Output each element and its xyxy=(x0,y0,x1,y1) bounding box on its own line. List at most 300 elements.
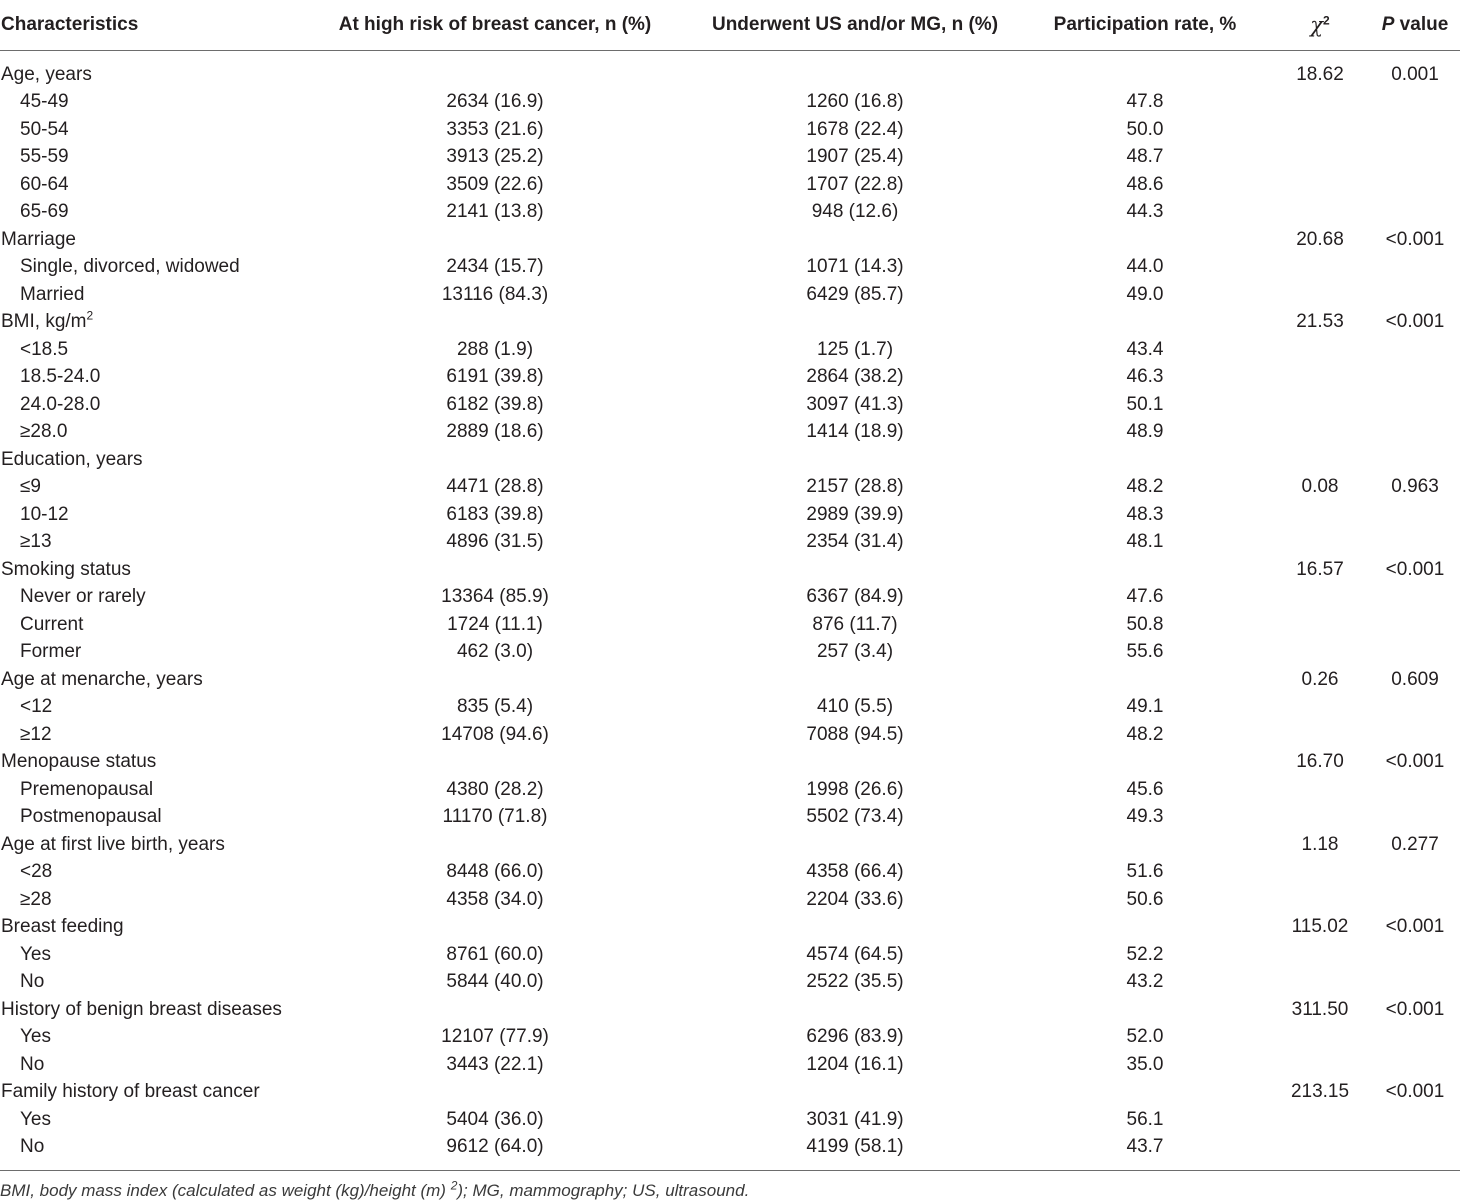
row-label-text: Premenopausal xyxy=(20,778,154,800)
underwent-cell xyxy=(690,281,1020,309)
participation-rate-cell-text: 48.3 xyxy=(1126,503,1164,525)
participation-rate-cell-text: 43.7 xyxy=(1126,1136,1164,1158)
high-risk-cell xyxy=(300,776,690,804)
high-risk-cell-text: 14708 (94.6) xyxy=(441,723,549,745)
underwent-cell xyxy=(690,171,1020,199)
row-label xyxy=(0,171,300,199)
high-risk-cell-text: 8761 (60.0) xyxy=(446,943,544,965)
chi-square-cell xyxy=(1270,556,1370,584)
table-row xyxy=(0,1134,1460,1171)
p-value-cell-text: <0.001 xyxy=(1385,916,1445,938)
participation-rate-cell xyxy=(1020,144,1270,172)
row-label xyxy=(0,886,300,914)
participation-rate-cell xyxy=(1020,199,1270,227)
high-risk-cell xyxy=(300,859,690,887)
underwent-cell-text: 3031 (41.9) xyxy=(806,1108,904,1130)
high-risk-cell xyxy=(300,309,690,337)
chi-symbol: χ xyxy=(1310,12,1324,37)
row-label xyxy=(0,529,300,557)
p-value-cell xyxy=(1370,364,1460,392)
chi-square-cell-text: 16.70 xyxy=(1296,751,1344,773)
p-value-cell xyxy=(1370,51,1460,89)
underwent-cell-text: 1260 (16.8) xyxy=(806,91,904,113)
p-value-cell xyxy=(1370,721,1460,749)
p-letter: P xyxy=(1381,14,1395,35)
underwent-cell xyxy=(690,446,1020,474)
header-p-value xyxy=(1370,0,1460,51)
underwent-cell xyxy=(690,501,1020,529)
table-row xyxy=(0,639,1460,667)
row-label xyxy=(0,831,300,859)
participation-rate-cell xyxy=(1020,171,1270,199)
footnote-superscript: 2 xyxy=(450,1178,458,1193)
underwent-cell xyxy=(690,419,1020,447)
high-risk-cell-text: 4896 (31.5) xyxy=(446,531,544,553)
row-label xyxy=(0,89,300,117)
underwent-cell xyxy=(690,391,1020,419)
high-risk-cell-text: 835 (5.4) xyxy=(456,696,534,718)
table-row xyxy=(0,254,1460,282)
underwent-cell xyxy=(690,721,1020,749)
row-label-text: Yes xyxy=(20,1026,51,1048)
p-value-cell xyxy=(1370,666,1460,694)
footnote-text-end: ); MG, mammography; US, ultrasound. xyxy=(457,1181,750,1200)
participation-rate-cell xyxy=(1020,914,1270,942)
p-value-cell xyxy=(1370,281,1460,309)
chi-square-cell xyxy=(1270,144,1370,172)
row-label-text: Current xyxy=(20,613,84,635)
high-risk-cell xyxy=(300,419,690,447)
row-label-text: Age at menarche, years xyxy=(1,668,203,690)
participation-rate-cell xyxy=(1020,749,1270,777)
group-row xyxy=(0,309,1460,337)
high-risk-cell-text: 6191 (39.8) xyxy=(446,366,544,388)
p-value-cell xyxy=(1370,804,1460,832)
row-label-text: Postmenopausal xyxy=(20,806,162,828)
high-risk-cell xyxy=(300,254,690,282)
participation-rate-cell xyxy=(1020,584,1270,612)
table-footnote xyxy=(0,1178,750,1201)
high-risk-cell-text: 6183 (39.8) xyxy=(446,503,544,525)
p-value-cell xyxy=(1370,254,1460,282)
participation-rate-cell xyxy=(1020,51,1270,89)
underwent-cell xyxy=(690,529,1020,557)
row-label-text: 50-54 xyxy=(20,118,69,140)
participation-rate-cell-text: 43.2 xyxy=(1126,971,1164,993)
high-risk-cell-text: 6182 (39.8) xyxy=(446,393,544,415)
row-label-text: Married xyxy=(20,283,85,305)
group-row xyxy=(0,51,1460,89)
p-value-word: value xyxy=(1394,14,1449,35)
underwent-cell-text: 7088 (94.5) xyxy=(806,723,904,745)
underwent-cell-text: 6296 (83.9) xyxy=(806,1026,904,1048)
chi-square-cell xyxy=(1270,941,1370,969)
high-risk-cell xyxy=(300,914,690,942)
row-label-text: Education, years xyxy=(1,448,143,470)
high-risk-cell-text: 4380 (28.2) xyxy=(446,778,544,800)
row-label xyxy=(0,281,300,309)
row-label-text: Former xyxy=(20,641,82,663)
row-label-text: No xyxy=(20,971,45,993)
row-label-text: ≥28 xyxy=(20,888,52,910)
participation-rate-cell xyxy=(1020,391,1270,419)
p-value-cell-text: <0.001 xyxy=(1385,1081,1445,1103)
chi-square-cell xyxy=(1270,309,1370,337)
row-label xyxy=(0,336,300,364)
chi-square-cell-text: 1.18 xyxy=(1301,833,1339,855)
participation-rate-cell xyxy=(1020,996,1270,1024)
p-value-cell xyxy=(1370,116,1460,144)
chi-square-cell xyxy=(1270,391,1370,419)
participation-rate-cell-text: 48.1 xyxy=(1126,531,1164,553)
p-value-cell xyxy=(1370,996,1460,1024)
row-label-text: Age, years xyxy=(1,63,92,85)
high-risk-cell-text: 462 (3.0) xyxy=(456,641,534,663)
row-label-text: 18.5-24.0 xyxy=(20,366,101,388)
underwent-cell-text: 876 (11.7) xyxy=(812,613,898,635)
row-label-text: No xyxy=(20,1053,45,1075)
high-risk-cell xyxy=(300,749,690,777)
high-risk-cell xyxy=(300,639,690,667)
underwent-cell xyxy=(690,969,1020,997)
underwent-cell-text: 2989 (39.9) xyxy=(806,503,904,525)
participation-rate-cell xyxy=(1020,336,1270,364)
row-label-text: 60-64 xyxy=(20,173,69,195)
underwent-cell xyxy=(690,199,1020,227)
high-risk-cell xyxy=(300,226,690,254)
high-risk-cell-text: 2434 (15.7) xyxy=(446,256,544,278)
chi-square-cell xyxy=(1270,446,1370,474)
participation-rate-cell xyxy=(1020,419,1270,447)
chi-square-cell-text: 311.50 xyxy=(1291,998,1349,1020)
row-label xyxy=(0,51,300,89)
row-label xyxy=(0,859,300,887)
participation-rate-cell xyxy=(1020,1079,1270,1107)
underwent-cell xyxy=(690,804,1020,832)
chi-square-cell-text: 20.68 xyxy=(1296,228,1344,250)
underwent-cell-text: 257 (3.4) xyxy=(816,641,894,663)
high-risk-cell xyxy=(300,556,690,584)
p-value-cell-text: <0.001 xyxy=(1385,558,1445,580)
p-value-cell xyxy=(1370,969,1460,997)
participation-rate-cell-text: 48.7 xyxy=(1126,146,1164,168)
participation-rate-cell-text: 55.6 xyxy=(1126,641,1164,663)
high-risk-cell xyxy=(300,89,690,117)
participation-rate-cell-text: 48.9 xyxy=(1126,421,1164,443)
chi-square-cell xyxy=(1270,51,1370,89)
row-label-text: Yes xyxy=(20,1108,51,1130)
participation-rate-cell xyxy=(1020,116,1270,144)
chi-square-cell xyxy=(1270,254,1370,282)
underwent-cell xyxy=(690,1024,1020,1052)
underwent-cell xyxy=(690,1134,1020,1171)
high-risk-cell xyxy=(300,474,690,502)
high-risk-cell-text: 1724 (11.1) xyxy=(447,613,543,635)
header-row xyxy=(0,0,1460,51)
participation-rate-cell xyxy=(1020,721,1270,749)
underwent-cell-text: 1204 (16.1) xyxy=(806,1053,904,1075)
chi-square-cell-text: 16.57 xyxy=(1296,558,1344,580)
high-risk-cell xyxy=(300,584,690,612)
chi-square-cell xyxy=(1270,694,1370,722)
row-label xyxy=(0,749,300,777)
group-row xyxy=(0,1079,1460,1107)
group-row xyxy=(0,749,1460,777)
chi-square-cell xyxy=(1270,529,1370,557)
chi-square-cell xyxy=(1270,804,1370,832)
underwent-cell xyxy=(690,1079,1020,1107)
row-label-text: History of benign breast diseases xyxy=(1,998,282,1020)
underwent-cell xyxy=(690,89,1020,117)
group-row xyxy=(0,226,1460,254)
p-value-cell xyxy=(1370,584,1460,612)
p-value-cell xyxy=(1370,89,1460,117)
table-row xyxy=(0,336,1460,364)
participation-rate-cell-text: 44.0 xyxy=(1126,256,1164,278)
participation-rate-cell xyxy=(1020,254,1270,282)
high-risk-cell xyxy=(300,1051,690,1079)
p-value-cell xyxy=(1370,886,1460,914)
row-label xyxy=(0,419,300,447)
row-label xyxy=(0,364,300,392)
underwent-cell xyxy=(690,474,1020,502)
row-label xyxy=(0,116,300,144)
underwent-cell-text: 2204 (33.6) xyxy=(806,888,904,910)
high-risk-cell xyxy=(300,364,690,392)
row-label-text: ≤9 xyxy=(20,476,41,498)
chi-square-cell xyxy=(1270,116,1370,144)
underwent-cell-text: 4574 (64.5) xyxy=(806,943,904,965)
p-value-cell xyxy=(1370,501,1460,529)
participation-rate-cell xyxy=(1020,831,1270,859)
chi-square-cell xyxy=(1270,199,1370,227)
underwent-cell xyxy=(690,776,1020,804)
row-label xyxy=(0,309,300,337)
table-row xyxy=(0,694,1460,722)
table-row xyxy=(0,281,1460,309)
underwent-cell xyxy=(690,886,1020,914)
high-risk-cell xyxy=(300,666,690,694)
underwent-cell-text: 3097 (41.3) xyxy=(806,393,904,415)
high-risk-cell-text: 3913 (25.2) xyxy=(446,146,544,168)
p-value-cell xyxy=(1370,1106,1460,1134)
p-value-cell xyxy=(1370,556,1460,584)
p-value-cell xyxy=(1370,1051,1460,1079)
participation-rate-cell-text: 48.2 xyxy=(1126,723,1164,745)
participation-rate-cell-text: 50.1 xyxy=(1126,393,1164,415)
table-row xyxy=(0,529,1460,557)
chi-square-cell xyxy=(1270,1079,1370,1107)
participation-rate-cell-text: 56.1 xyxy=(1126,1108,1164,1130)
table-row xyxy=(0,89,1460,117)
participation-rate-cell-text: 48.6 xyxy=(1126,173,1164,195)
row-label-text: ≥13 xyxy=(20,531,52,553)
participation-rate-cell-text: 49.1 xyxy=(1126,696,1164,718)
chi-square-cell xyxy=(1270,1134,1370,1171)
participation-rate-cell xyxy=(1020,446,1270,474)
underwent-cell xyxy=(690,941,1020,969)
row-label xyxy=(0,391,300,419)
p-value-cell xyxy=(1370,776,1460,804)
high-risk-cell-text: 11170 (71.8) xyxy=(442,806,548,828)
underwent-cell xyxy=(690,309,1020,337)
underwent-cell-text: 5502 (73.4) xyxy=(806,806,904,828)
chi-square-cell xyxy=(1270,666,1370,694)
underwent-cell-text: 125 (1.7) xyxy=(816,338,894,360)
p-value-cell-text: <0.001 xyxy=(1385,311,1445,333)
row-label-text: Menopause status xyxy=(1,751,157,773)
p-value-cell xyxy=(1370,941,1460,969)
underwent-cell xyxy=(690,254,1020,282)
p-value-cell xyxy=(1370,171,1460,199)
chi-square-cell-text: 21.53 xyxy=(1296,311,1344,333)
chi-square-cell xyxy=(1270,914,1370,942)
chi-square-cell xyxy=(1270,1024,1370,1052)
high-risk-cell xyxy=(300,1024,690,1052)
p-value-cell xyxy=(1370,831,1460,859)
high-risk-cell xyxy=(300,611,690,639)
underwent-cell-text: 948 (12.6) xyxy=(811,201,899,223)
p-value-cell xyxy=(1370,859,1460,887)
underwent-cell xyxy=(690,584,1020,612)
table-body xyxy=(0,51,1460,1171)
chi-square-cell xyxy=(1270,336,1370,364)
table-row xyxy=(0,584,1460,612)
underwent-cell xyxy=(690,51,1020,89)
row-label xyxy=(0,804,300,832)
underwent-cell-text: 1907 (25.4) xyxy=(806,146,904,168)
group-row xyxy=(0,914,1460,942)
row-label-text: Breast feeding xyxy=(1,916,124,938)
chi-square-cell-text: 115.02 xyxy=(1291,916,1349,938)
table-row xyxy=(0,941,1460,969)
row-label-text: <12 xyxy=(20,696,53,718)
chi-square-cell xyxy=(1270,996,1370,1024)
p-value-cell xyxy=(1370,446,1460,474)
row-label xyxy=(0,556,300,584)
p-value-cell xyxy=(1370,474,1460,502)
chi-square-cell xyxy=(1270,364,1370,392)
participation-rate-cell xyxy=(1020,969,1270,997)
high-risk-cell xyxy=(300,116,690,144)
row-label xyxy=(0,1134,300,1171)
header-chi-square xyxy=(1270,0,1370,51)
p-value-cell xyxy=(1370,529,1460,557)
high-risk-cell xyxy=(300,281,690,309)
row-label xyxy=(0,199,300,227)
underwent-cell-text: 2157 (28.8) xyxy=(806,476,904,498)
high-risk-cell xyxy=(300,501,690,529)
row-label-text: <18.5 xyxy=(20,338,69,360)
high-risk-cell-text: 2141 (13.8) xyxy=(446,201,544,223)
underwent-cell xyxy=(690,666,1020,694)
chi-square-cell xyxy=(1270,1051,1370,1079)
table-row xyxy=(0,501,1460,529)
participation-rate-cell xyxy=(1020,226,1270,254)
high-risk-cell-text: 5404 (36.0) xyxy=(446,1108,544,1130)
row-label-text: ≥12 xyxy=(20,723,52,745)
p-value-cell xyxy=(1370,309,1460,337)
p-value-cell xyxy=(1370,199,1460,227)
high-risk-cell-text: 3509 (22.6) xyxy=(446,173,544,195)
high-risk-cell xyxy=(300,529,690,557)
participation-rate-cell xyxy=(1020,529,1270,557)
underwent-cell xyxy=(690,1051,1020,1079)
chi-superscript: 2 xyxy=(1323,13,1330,28)
table-row xyxy=(0,474,1460,502)
header-characteristics: Characteristics xyxy=(0,0,300,51)
table-header xyxy=(0,0,1460,51)
participation-rate-cell xyxy=(1020,474,1270,502)
row-label-text: Never or rarely xyxy=(20,586,146,608)
underwent-cell xyxy=(690,639,1020,667)
participation-rate-cell xyxy=(1020,1134,1270,1171)
participation-rate-cell-text: 44.3 xyxy=(1126,201,1164,223)
row-label-text: 55-59 xyxy=(20,146,69,168)
table-row xyxy=(0,419,1460,447)
participation-rate-cell-text: 43.4 xyxy=(1126,338,1164,360)
p-value-cell xyxy=(1370,1079,1460,1107)
p-value-cell xyxy=(1370,639,1460,667)
row-label xyxy=(0,474,300,502)
participation-rate-cell xyxy=(1020,89,1270,117)
underwent-cell xyxy=(690,996,1020,1024)
high-risk-cell-text: 13116 (84.3) xyxy=(441,283,549,305)
participation-rate-cell-text: 47.8 xyxy=(1126,91,1164,113)
underwent-cell-text: 1998 (26.6) xyxy=(806,778,904,800)
chi-square-cell xyxy=(1270,1106,1370,1134)
p-value-cell-text: <0.001 xyxy=(1385,751,1445,773)
footnote-text-start: BMI, body mass index (calculated as weight (kg)/height (m) xyxy=(0,1181,451,1200)
high-risk-cell xyxy=(300,199,690,227)
chi-square-cell xyxy=(1270,969,1370,997)
group-row xyxy=(0,666,1460,694)
chi-square-cell xyxy=(1270,749,1370,777)
row-label xyxy=(0,694,300,722)
header-participation-rate: Participation rate, % xyxy=(1020,0,1270,51)
underwent-cell-text: 4199 (58.1) xyxy=(806,1136,904,1158)
table-row xyxy=(0,116,1460,144)
chi-square-cell xyxy=(1270,611,1370,639)
row-label-text: 24.0-28.0 xyxy=(20,393,101,415)
participation-rate-cell-text: 51.6 xyxy=(1126,861,1164,883)
underwent-cell xyxy=(690,226,1020,254)
participation-rate-cell xyxy=(1020,776,1270,804)
row-label-text: 65-69 xyxy=(20,201,69,223)
underwent-cell-text: 4358 (66.4) xyxy=(806,861,904,883)
row-label xyxy=(0,1051,300,1079)
high-risk-cell xyxy=(300,391,690,419)
chi-square-cell xyxy=(1270,171,1370,199)
participation-rate-cell xyxy=(1020,611,1270,639)
underwent-cell-text: 2522 (35.5) xyxy=(806,971,904,993)
table-row xyxy=(0,391,1460,419)
row-label xyxy=(0,776,300,804)
underwent-cell xyxy=(690,1106,1020,1134)
underwent-cell xyxy=(690,749,1020,777)
row-label-text: ≥28.0 xyxy=(20,421,68,443)
underwent-cell xyxy=(690,914,1020,942)
underwent-cell xyxy=(690,831,1020,859)
high-risk-cell-text: 3353 (21.6) xyxy=(446,118,544,140)
table-row xyxy=(0,859,1460,887)
participation-rate-cell xyxy=(1020,804,1270,832)
high-risk-cell xyxy=(300,721,690,749)
participation-rate-cell-text: 52.2 xyxy=(1126,943,1164,965)
p-value-cell xyxy=(1370,611,1460,639)
high-risk-cell-text: 2889 (18.6) xyxy=(446,421,544,443)
underwent-cell xyxy=(690,116,1020,144)
